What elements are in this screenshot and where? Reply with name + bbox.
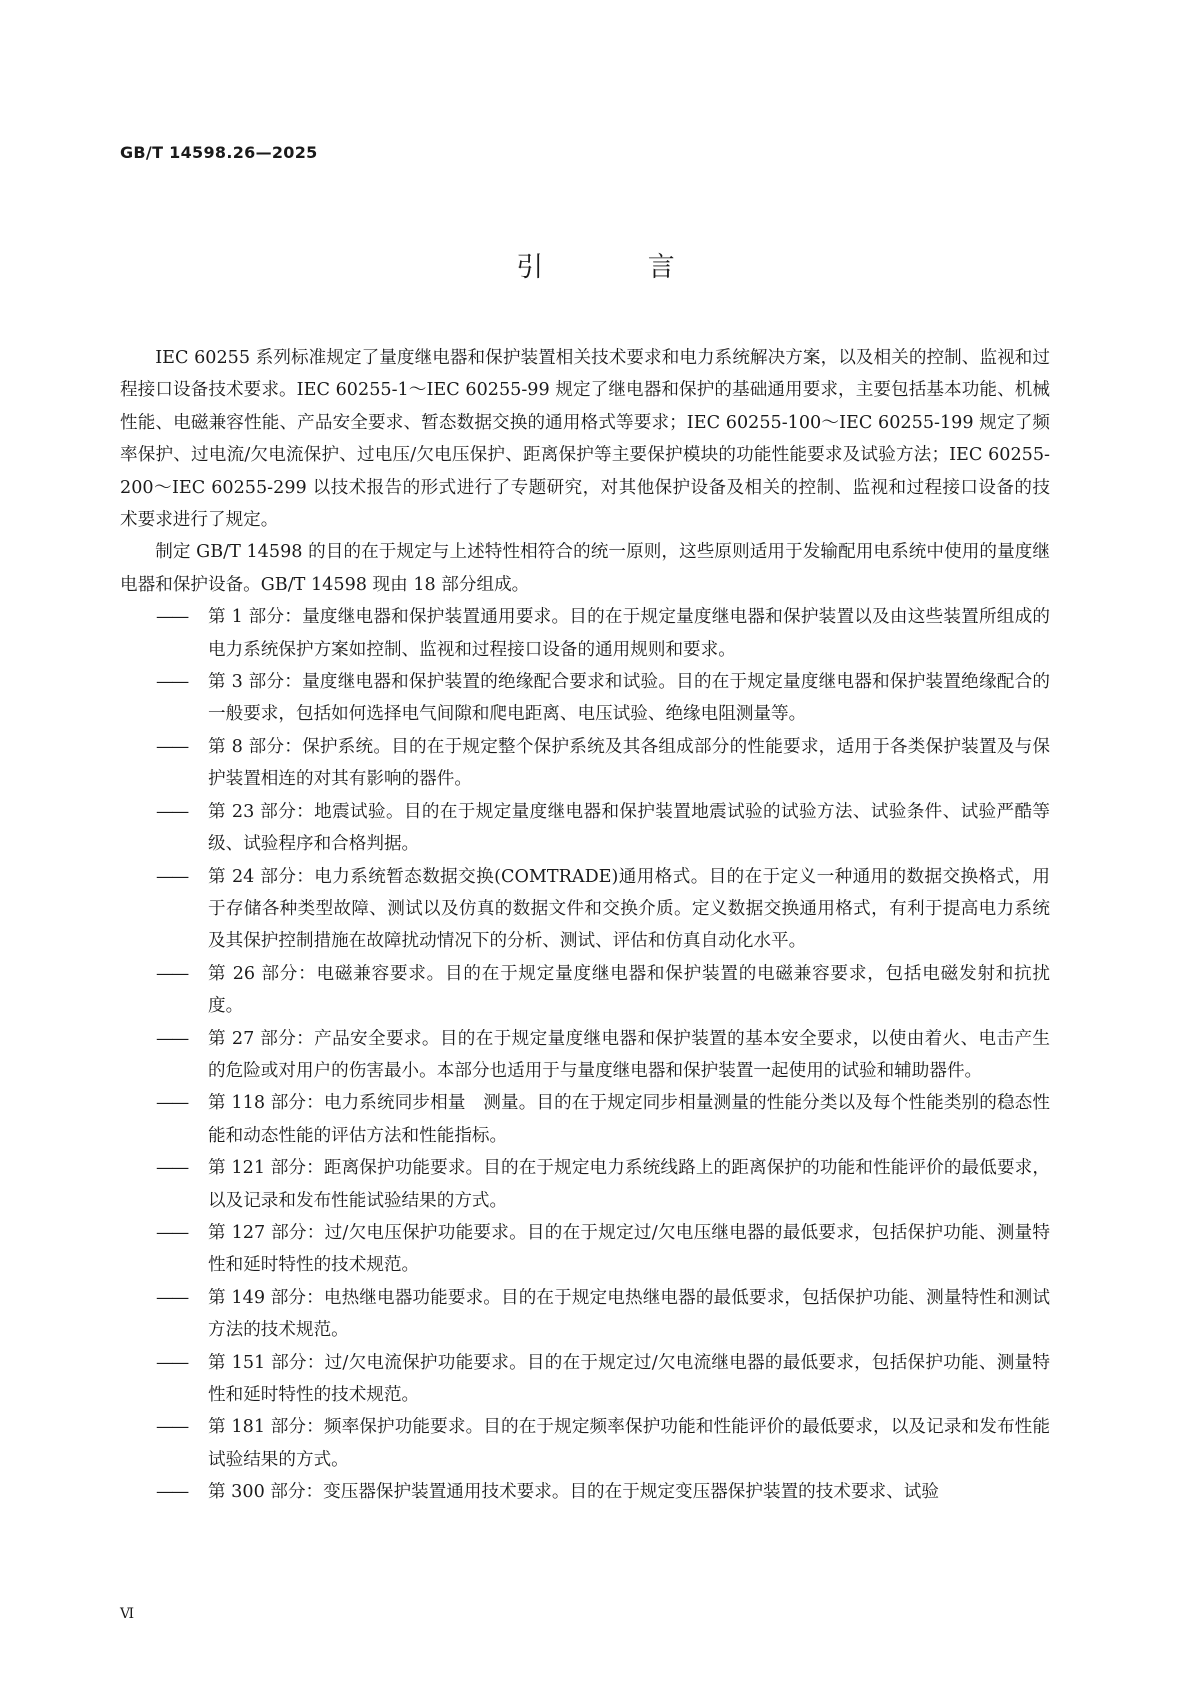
list-item-text: 第 149 部分：电热继电器功能要求。目的在于规定电热继电器的最低要求，包括保护功能、测量特性和测试方法的技术规范。 — [208, 1287, 1050, 1341]
list-item-text: 第 127 部分：过/欠电压保护功能要求。目的在于规定过/欠电压继电器的最低要求，包括保护功能、测量特性和延时特性的技术规范。 — [208, 1222, 1050, 1276]
list-dash: —— — [156, 866, 188, 887]
list-item — [120, 796, 1050, 861]
list-item — [120, 1476, 1050, 1508]
list-item — [120, 1087, 1050, 1152]
list-dash: —— — [156, 963, 188, 984]
intro-paragraph: IEC 60255 系列标准规定了量度继电器和保护装置相关技术要求和电力系统解决方案，以及相关的控制、监视和过程接口设备技术要求。IEC 60255-1～IEC 60255-99 规定了继电器和保护的基础通用要求，主要包括基本功能、机械性能、电磁兼容性能、产品安全要求、暂态数据交换的通用格式等要求；IEC 60255-100～IEC 60255-199 规定了频率保护、过电流/欠电流保护、过电压/欠电压保护、距离保护等主要保护模块的功能性能要求及试验方法；IEC 60255-200～IEC 60255-299 以技术报告的形式进行了专题研究，对其他保护设备及相关的控制、监视和过程接口设备的技术要求进行了规定。 — [120, 348, 1050, 531]
list-item-text: 第 24 部分：电力系统暂态数据交换(COMTRADE)通用格式。目的在于定义一种通用的数据交换格式，用于存储各种类型故障、测试以及仿真的数据文件和交换介质。定义数据交换通用格式，有利于提高电力系统及其保护控制措施在故障扰动情况下的分析、测试、评估和仿真自动化水平。 — [208, 866, 1050, 952]
list-dash: —— — [156, 1352, 188, 1373]
list-item — [120, 1217, 1050, 1282]
parts-list — [120, 601, 1050, 1508]
intro-paragraph: 制定 GB/T 14598 的目的在于规定与上述特性相符合的统一原则，这些原则适用于发输配用电系统中使用的量度继电器和保护设备。GB/T 14598 现由 18 部分组成。 — [120, 542, 1050, 595]
body-text — [120, 342, 1050, 1509]
list-item — [120, 958, 1050, 1023]
list-dash: —— — [156, 1417, 188, 1438]
document-number: GB/T 14598.26—2025 — [120, 143, 318, 162]
list-item-text: 第 118 部分：电力系统同步相量 测量。目的在于规定同步相量测量的性能分类以及每个性能类别的稳态性能和动态性能的评估方法和性能指标。 — [208, 1093, 1050, 1146]
list-dash: —— — [156, 801, 188, 822]
list-item — [120, 666, 1050, 731]
list-item — [120, 861, 1050, 958]
list-item — [120, 1282, 1050, 1347]
list-item — [120, 1347, 1050, 1412]
list-item-text: 第 26 部分：电磁兼容要求。目的在于规定量度继电器和保护装置的电磁兼容要求，包括电磁发射和抗扰度。 — [208, 963, 1050, 1017]
list-item-text: 第 300 部分：变压器保护装置通用技术要求。目的在于规定变压器保护装置的技术要求、试验 — [208, 1482, 939, 1503]
list-item-text: 第 3 部分：量度继电器和保护装置的绝缘配合要求和试验。目的在于规定量度继电器和保护装置绝缘配合的一般要求，包括如何选择电气间隙和爬电距离、电压试验、绝缘电阻测量等。 — [208, 672, 1050, 725]
list-item — [120, 1152, 1050, 1217]
list-dash: —— — [156, 736, 188, 757]
list-dash: —— — [156, 672, 188, 693]
list-dash: —— — [156, 1093, 188, 1114]
page-title: 引 言 — [516, 252, 723, 283]
list-item — [120, 1023, 1050, 1088]
list-dash: —— — [156, 607, 188, 628]
list-dash: —— — [156, 1222, 188, 1243]
list-dash: —— — [156, 1028, 188, 1049]
list-item-text: 第 8 部分：保护系统。目的在于规定整个保护系统及其各组成部分的性能要求，适用于各类保护装置及与保护装置相连的对其有影响的器件。 — [208, 736, 1050, 790]
list-dash: —— — [156, 1287, 188, 1308]
list-item-text: 第 23 部分：地震试验。目的在于规定量度继电器和保护装置地震试验的试验方法、试验条件、试验严酷等级、试验程序和合格判据。 — [208, 801, 1050, 855]
list-item — [120, 601, 1050, 666]
list-item-text: 第 181 部分：频率保护功能要求。目的在于规定频率保护功能和性能评价的最低要求，以及记录和发布性能试验结果的方式。 — [208, 1417, 1050, 1470]
list-item — [120, 731, 1050, 796]
list-item — [120, 1411, 1050, 1476]
list-item-text: 第 27 部分：产品安全要求。目的在于规定量度继电器和保护装置的基本安全要求，以使由着火、电击产生的危险或对用户的伤害最小。本部分也适用于与量度继电器和保护装置一起使用的试验和辅助器件。 — [208, 1028, 1050, 1081]
list-item-text: 第 121 部分：距离保护功能要求。目的在于规定电力系统线路上的距离保护的功能和性能评价的最低要求，以及记录和发布性能试验结果的方式。 — [208, 1158, 1050, 1211]
page-number: Ⅵ — [120, 1606, 135, 1622]
list-item-text: 第 1 部分：量度继电器和保护装置通用要求。目的在于规定量度继电器和保护装置以及由这些装置所组成的电力系统保护方案如控制、监视和过程接口设备的通用规则和要求。 — [208, 607, 1050, 660]
list-dash: —— — [156, 1482, 188, 1503]
list-item-text: 第 151 部分：过/欠电流保护功能要求。目的在于规定过/欠电流继电器的最低要求，包括保护功能、测量特性和延时特性的技术规范。 — [208, 1352, 1050, 1405]
list-dash: —— — [156, 1158, 188, 1179]
